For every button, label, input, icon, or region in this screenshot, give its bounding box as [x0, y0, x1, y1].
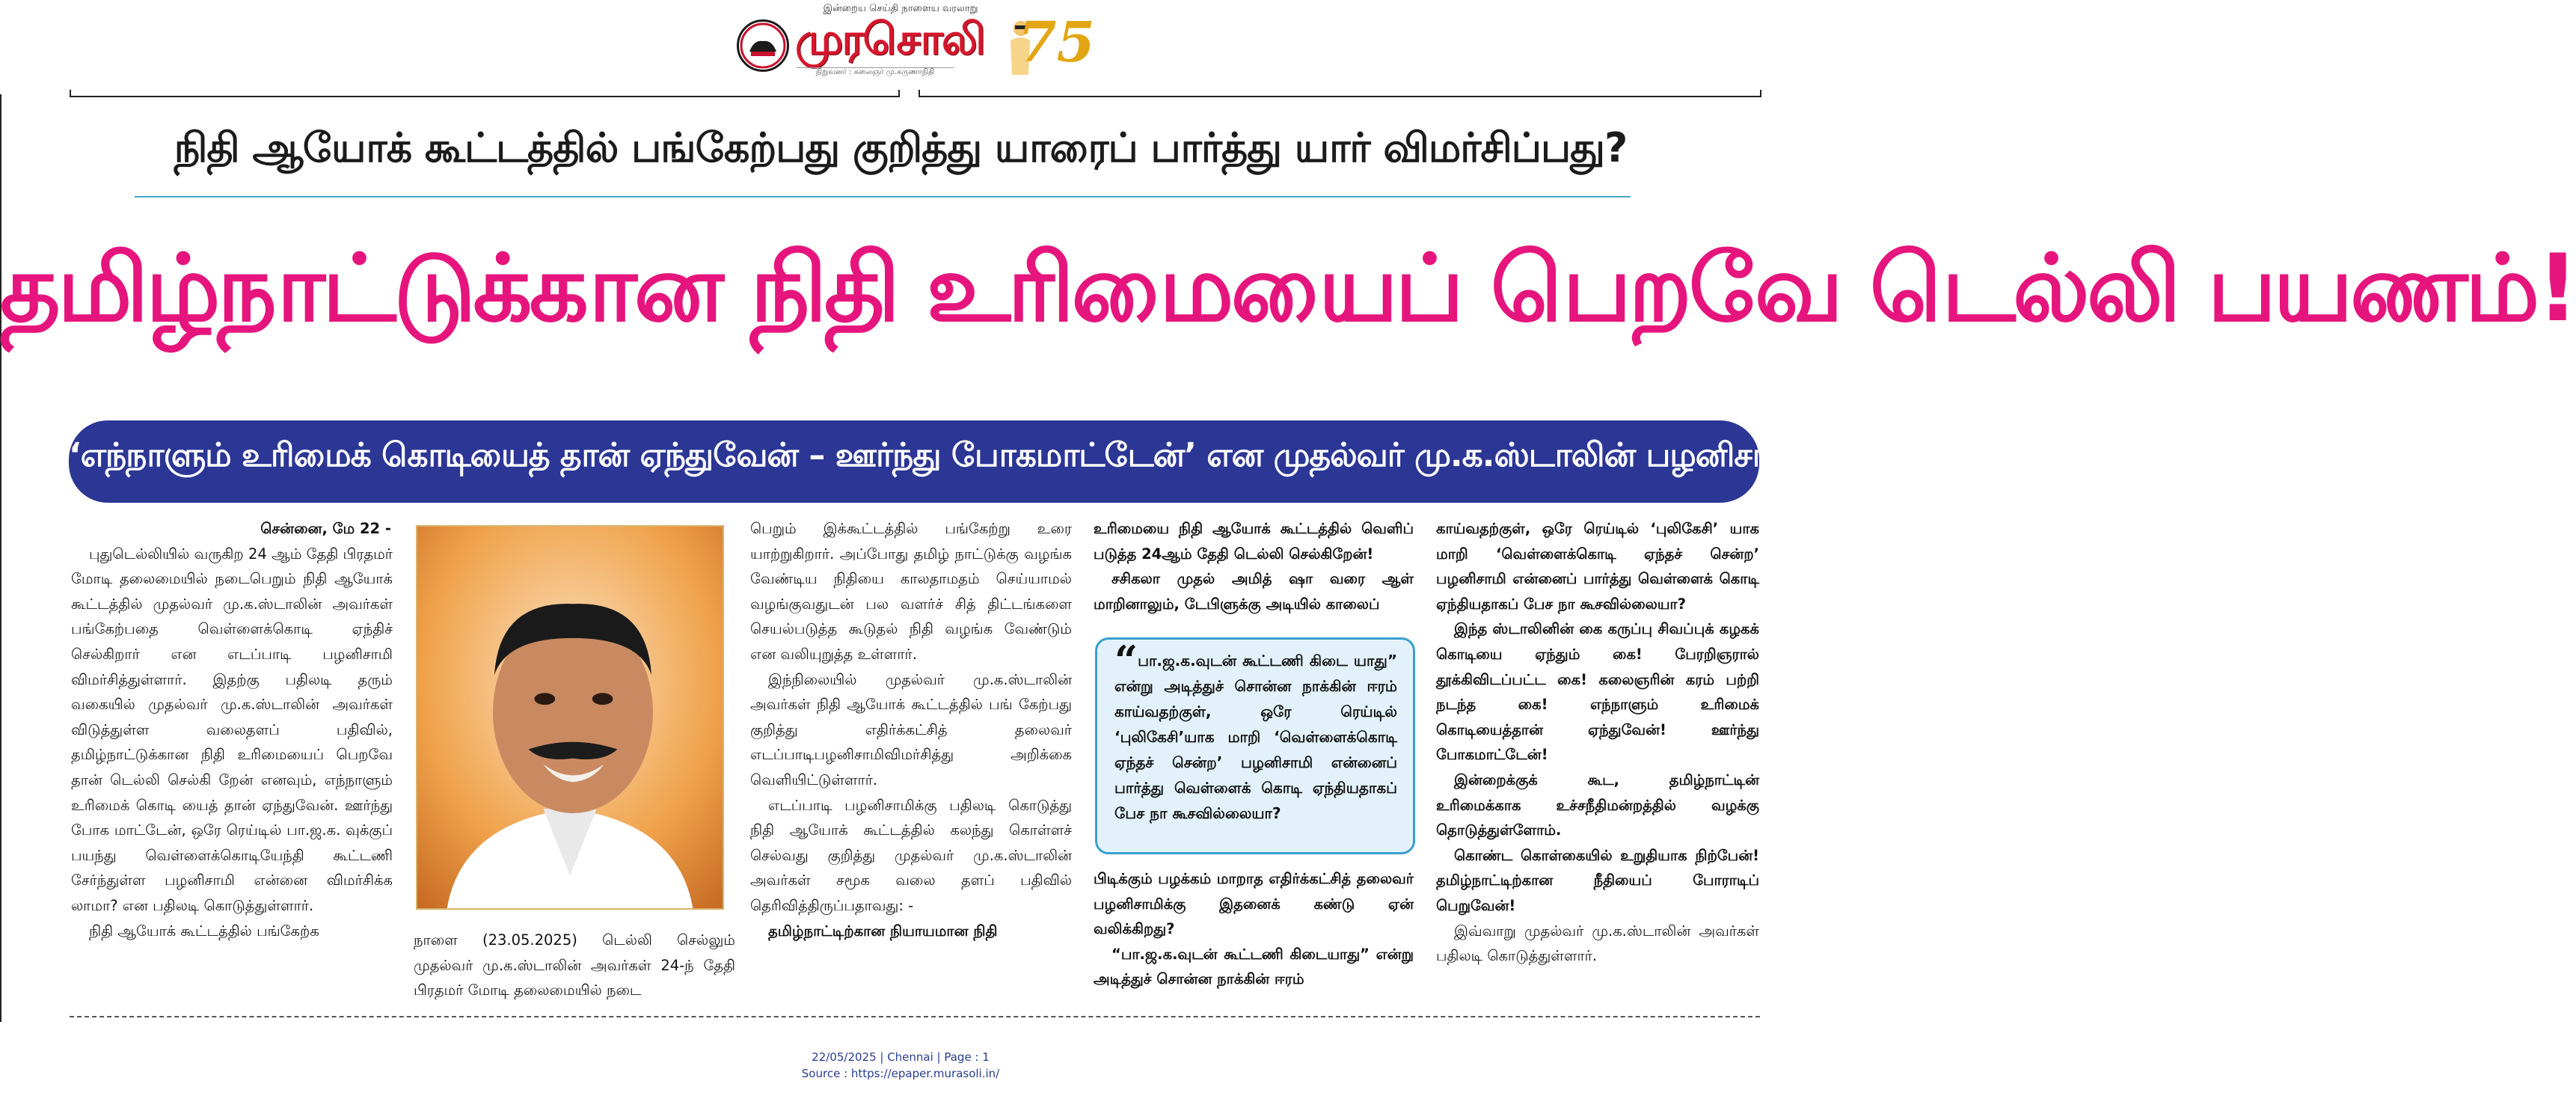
paragraph: காய்வதற்குள், ஒரே ரெய்டில் ‘புலிகேசி’ யாக மாறி ‘வெள்ளைக்கொடி ஏந்தச் சென்ற’ பழனிசாமி என்னைப் பார்த்து வெள்ளைக் கொடி ஏந்தியதாகப் பேச நா கூசவில்லையா? [1436, 520, 1759, 613]
paragraph: தமிழ்நாட்டிற்கான நியாயமான நிதி [768, 922, 998, 940]
header-tick [898, 90, 900, 97]
photo-caption: நாளை (23.05.2025) டெல்லி செல்லும் முதல்வர் மு.க.ஸ்டாலின் அவர்கள் 24-ந் தேதி பிரதமர் மோடி தலைமையில் நடை [414, 931, 735, 999]
paragraph: உரிமையை நிதி ஆயோக் கூட்டத்தில் வெளிப் படுத்த 24ஆம் தேதி டெல்லி செல்கிறேன்! [1094, 520, 1414, 563]
paragraph: சசிகலா முதல் அமித் ஷா வரை ஆள் மாறினாலும், டேபிளுக்கு அடியில் காலைப் [1094, 570, 1414, 613]
header-divider-right [919, 96, 1761, 97]
footer-source-link[interactable]: Source : https://epaper.murasoli.in/ [801, 1067, 1000, 1080]
article-column-5 [1436, 516, 1759, 969]
paragraph: “பா.ஜ.க.வுடன் கூட்டணி கிடையாது” என்று அடித்துச் சொன்ன நாக்கின் ஈரம் [1094, 945, 1414, 988]
article-column-4-continued [1094, 866, 1414, 992]
rising-sun-emblem-icon [737, 19, 789, 72]
footer-date-line: 22/05/2025 | Chennai | Page : 1 [812, 1050, 990, 1064]
masthead-subtitle: நிறுவனர் : கலைஞர் மு.கருணாநிதி [797, 67, 954, 80]
bottom-dashed-rule [70, 1016, 1760, 1017]
masthead-title: முரசொலி [795, 13, 984, 64]
paragraph: பெறும் இக்கூட்டத்தில் பங்கேற்று உரை யாற்றுகிறார். அப்போது தமிழ் நாட்டுக்கு வழங்க வேண்டிய நிதியை காலதாமதம் செய்யாமல் வழங்குவதுடன் பல வளர்ச் சித் திட்டங்களை செயல்படுத்த கூடுதல் நிதி வழங்க வேண்டும் என வலியுறுத்த உள்ளார். [750, 520, 1072, 663]
kicker-headline: நிதி ஆயோக் கூட்டத்தில் பங்கேற்பது குறித்து யாரைப் பார்த்து யார் விமர்சிப்பது? [174, 124, 1628, 171]
header-tick [919, 90, 920, 97]
article-column-1 [71, 516, 393, 943]
anniversary-number: 75 [1018, 10, 1095, 75]
header-divider-left [70, 96, 900, 97]
header-tick [70, 90, 71, 97]
paragraph: எடப்பாடி பழனிசாமிக்கு பதிலடி கொடுத்து நிதி ஆயோக் கூட்டத்தில் கலந்து கொள்ளச் செல்வது குறித்து முதல்வர் மு.க.ஸ்டாலின் அவர்கள் சமூக வலை தளப் பதிவில் தெரிவித்திருப்பதாவது: - [750, 796, 1072, 914]
pull-quote-text [1114, 637, 1397, 826]
anniversary-badge [1005, 10, 1095, 82]
chief-minister-photo [416, 525, 724, 910]
paragraph: இன்றைக்குக் கூட, தமிழ்நாட்டின் உரிமைக்காக உச்சநீதிமன்றத்தில் வழக்கு தொடுத்துள்ளோம். [1436, 771, 1759, 839]
article-column-4 [1094, 516, 1414, 616]
page-footer [0, 1049, 1801, 1082]
quote-mark: “ [1114, 637, 1138, 685]
dateline: சென்னை, மே 22 - [260, 520, 391, 537]
paragraph: இந்நிலையில் முதல்வர் மு.க.ஸ்டாலின் அவர்கள் நிதி ஆயோக் கூட்டத்தில் பங் கேற்பது குறித்து எதிர்க்கட்சித் தலைவர் எடப்பாடிபழனிசாமிவிமர்சித்து அறிக்கை வெளியிட்டுள்ளார். [750, 670, 1072, 789]
subheadline-banner-text: ‘எந்நாளும் உரிமைக் கொடியைத் தான் ஏந்துவேன் – ஊர்ந்து போகமாட்டேன்’ என முதல்வர் மு.க.ஸ்டாலின் பழனிசாமிக்கு பதிலடி ! [69, 436, 1987, 474]
masthead [737, 10, 1095, 82]
paragraph: கொண்ட கொள்கையில் உறுதியாக நிற்பேன்! தமிழ்நாட்டிற்கான நீதியைப் போராடிப் பெறுவேன்! [1436, 846, 1759, 914]
article-column-3 [750, 516, 1072, 943]
paragraph: இவ்வாறு முதல்வர் மு.க.ஸ்டாலின் அவர்கள் பதிலடி கொடுத்துள்ளார். [1436, 922, 1759, 965]
header-tick [1760, 90, 1761, 97]
masthead-tagline: இன்றைய செய்தி நாளைய வரலாறு [823, 3, 978, 14]
paragraph: நிதி ஆயோக் கூட்டத்தில் பங்கேற்க [89, 922, 319, 940]
paragraph: புதுடெல்லியில் வருகிற 24 ஆம் தேதி பிரதமர் மோடி தலைமையில் நடைபெறும் நிதி ஆயோக் கூட்டத்தில் முதல்வர் மு.க.ஸ்டாலின் அவர்கள் பங்கேற்பதை வெள்ளைக்கொடி ஏந்திச் செல்கிறார் என எடப்பாடி பழனிசாமி விமர்சித்துள்ளார். இதற்கு பதிலடி தரும் வகையில் முதல்வர் மு.க.ஸ்டாலின் அவர்கள் விடுத்துள்ள வலைதளப் பதிவில், தமிழ்நாட்டுக்கான நிதி உரிமையைப் பெறவே தான் டெல்லி செல்கி றேன் எனவும், எந்நாளும் உரிமைக் கொடி யைத் தான் ஏந்துவேன். ஊர்ந்து போக மாட்டேன், ஒரே ரெய்டில் பா.ஜ.க. வுக்குப் பயந்து வெள்ளைக்கொடியேந்தி கூட்டணி சேர்ந்துள்ள பழனிசாமி என்னை விமர்சிக்க லாமா? என பதிலடி கொடுத்துள்ளார். [71, 545, 393, 914]
kicker-underline [135, 196, 1631, 198]
main-headline: தமிழ்நாட்டுக்கான நிதி உரிமையைப் பெறவே டெல்லி பயணம்! [0, 235, 2576, 343]
pull-quote-body: பா.ஜ.க.வுடன் கூட்டணி கிடை யாது” என்று அடித்துச் சொன்ன நாக்கின் ஈரம் காய்வதற்குள், ஒரே ரெய்டில் ‘புலிகேசி’யாக மாறி ‘வெள்ளைக்கொடி ஏந்தச் சென்ற’ பழனிசாமி என்னைப் பார்த்து வெள்ளைக் கொடி ஏந்தியதாகப் பேச நா கூசவில்லையா? [1114, 652, 1397, 822]
paragraph: பிடிக்கும் பழக்கம் மாறாத எதிர்க்கட்சித் தலைவர் பழனிசாமிக்கு இதனைக் கண்டு ஏன் வலிக்கிறது? [1094, 870, 1414, 938]
paragraph: இந்த ஸ்டாலினின் கை கருப்பு சிவப்புக் கழகக் கொடியை ஏந்தும் கை! பேரறிஞரால் தூக்கிவிடப்பட்ட கை! கலைஞரின் கரம் பற்றி நடந்த கை! எந்நாளும் உரிமைக் கொடியைத்தான் ஏந்துவேன்! ஊர்ந்து போகமாட்டேன்! [1436, 620, 1759, 764]
